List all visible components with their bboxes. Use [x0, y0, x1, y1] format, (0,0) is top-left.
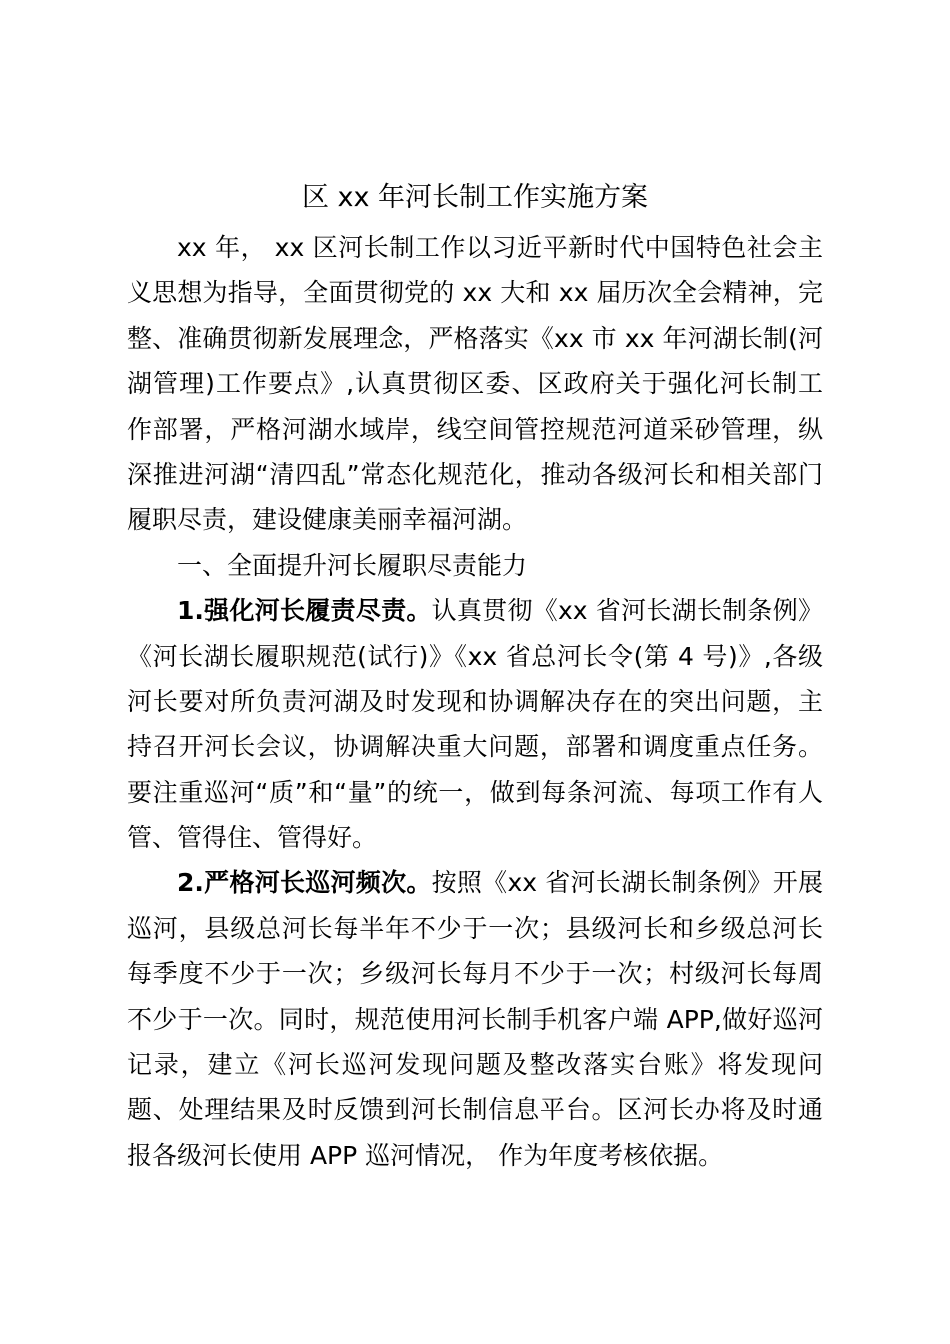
section-heading: 一、全面提升河长履职尽责能力	[177, 550, 528, 580]
text-line: 义思想为指导，全面贯彻党的 xx 大和 xx 届历次全会精神，完	[127, 278, 823, 308]
text-line: 深推进河湖“清四乱”常态化规范化，推动各级河长和相关部门	[127, 459, 823, 489]
item-2-paragraph	[127, 860, 823, 1178]
text-line: 不少于一次。同时，规范使用河长制手机客户端 APP,做好巡河	[127, 1004, 823, 1034]
text-line: 每季度不少于一次；乡级河长每月不少于一次；村级河长每周	[127, 959, 823, 989]
text-line: 管、管得住、管得好。	[127, 823, 378, 853]
text-line	[127, 860, 823, 905]
item-2-lead: 2.严格河长巡河频次。	[177, 868, 432, 898]
text-line: 作部署，严格河湖水域岸，线空间管控规范河道采砂管理，纵	[127, 414, 823, 444]
text-line: 记录，建立《河长巡河发现问题及整改落实台账》将发现问	[127, 1050, 823, 1080]
item-1-paragraph	[127, 588, 823, 860]
document-body	[127, 225, 823, 1178]
text-line: 履职尽责，建设健康美丽幸福河湖。	[127, 505, 528, 535]
text-line: 河长要对所负责河湖及时发现和协调解决存在的突出问题，主	[127, 686, 823, 716]
text-line: 整、准确贯彻新发展理念，严格落实《xx 市 xx 年河湖长制(河	[127, 323, 823, 353]
text-line: 《河长湖长履职规范(试行)》《xx 省总河长令(第 4 号)》,各级	[127, 641, 823, 671]
item-1-lead: 1.强化河长履责尽责。	[177, 596, 432, 626]
item-2-first-line: 按照《xx 省河长湖长制条例》开展	[431, 868, 823, 898]
document-title: 区 xx 年河长制工作实施方案	[301, 182, 649, 213]
text-line: 巡河，县级总河长每半年不少于一次；县级河长和乡级总河长	[127, 913, 823, 943]
text-line	[127, 588, 823, 633]
text-line: xx 年， xx 区河长制工作以习近平新时代中国特色社会主	[177, 233, 823, 262]
text-line: 湖管理)工作要点》,认真贯彻区委、区政府关于强化河长制工	[127, 369, 823, 399]
intro-paragraph	[127, 225, 823, 543]
text-line: 题、处理结果及时反馈到河长制信息平台。区河长办将及时通	[127, 1095, 823, 1125]
text-line: 持召开河长会议，协调解决重大问题，部署和调度重点任务。	[127, 732, 823, 762]
item-1-first-line: 认真贯彻《xx 省河长湖长制条例》	[431, 596, 823, 626]
text-line: 要注重巡河“质”和“量”的统一，做到每条河流、每项工作有人	[127, 777, 823, 807]
text-line: 报各级河长使用 APP 巡河情况， 作为年度考核依据。	[127, 1140, 724, 1170]
